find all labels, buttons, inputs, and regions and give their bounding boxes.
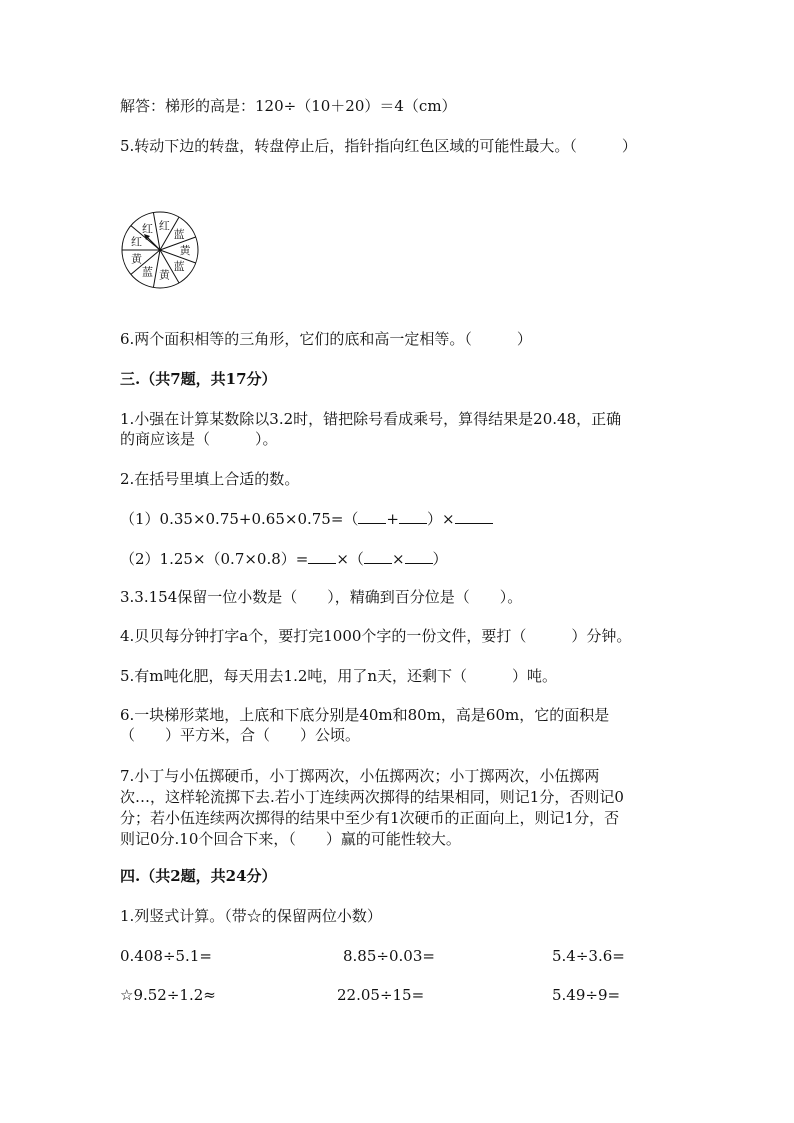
s3-question-3: 3.3.154保留一位小数是（ ），精确到百分位是（ ）。 — [120, 588, 523, 606]
blank[interactable] — [358, 509, 386, 524]
calc-2-3: 5.49÷9= — [552, 986, 621, 1004]
spinner-sector-label: 红 — [131, 235, 143, 249]
calc-2-1: ☆9.52÷1.2≈ — [120, 986, 216, 1004]
q2-2-close: ） — [432, 550, 448, 568]
blank[interactable] — [405, 549, 433, 564]
s3-question-7-line-1: 7.小丁与小伍掷硬币，小丁掷两次，小伍掷两次；小丁掷两次，小伍掷两 — [120, 767, 600, 785]
spinner-sector-label: 蓝 — [142, 265, 153, 279]
s3-question-1-line-2: 的商应该是（ ）。 — [120, 430, 278, 448]
s4-question-1: 1.列竖式计算。（带☆的保留两位小数） — [120, 907, 382, 925]
spinner-sector-label: 蓝 — [173, 260, 185, 274]
question-5: 5.转动下边的转盘，转盘停止后，指针指向红色区域的可能性最大。（ ） — [120, 137, 637, 155]
s3-question-5: 5.有m吨化肥，每天用去1.2吨，用了n天，还剩下（ ）吨。 — [120, 667, 558, 685]
calc-2-2: 22.05÷15= — [337, 986, 425, 1004]
q2-1-expr: （1）0.35×0.75+0.65×0.75=（ — [120, 510, 359, 528]
blank[interactable] — [455, 509, 493, 524]
blank[interactable] — [399, 509, 427, 524]
q2-2-times: × — [391, 550, 405, 568]
question-6: 6.两个面积相等的三角形，它们的底和高一定相等。（ ） — [120, 330, 532, 348]
spinner-wheel — [120, 210, 200, 290]
s3-question-7-line-2: 次…，这样轮流掷下去.若小丁连续两次掷得的结果相同，则记1分，否则记0 — [120, 788, 624, 806]
plus-sign: + — [386, 510, 399, 528]
blank[interactable] — [308, 549, 336, 564]
section-4-heading: 四.（共2题，共24分） — [120, 867, 277, 885]
s3-question-2: 2.在括号里填上合适的数。 — [120, 470, 300, 488]
answer-line: 解答：梯形的高是：120÷（10＋20）＝4（cm） — [120, 97, 457, 115]
s3-question-7-line-4: 则记0分.10个回合下来，（ ）赢的可能性较大。 — [120, 830, 461, 848]
s3-question-2-part-1 — [120, 509, 493, 530]
s3-question-7-line-3: 分；若小伍连续两次掷得的结果中至少有1次硬币的正面向上，则记1分，否 — [120, 809, 620, 827]
q2-1-times: ）× — [427, 510, 455, 528]
spinner-sector-label: 黄 — [158, 268, 170, 282]
s3-question-6-line-2: （ ）平方米，合（ ）公顷。 — [120, 726, 361, 744]
calc-1-3: 5.4÷3.6= — [552, 947, 625, 965]
section-3-heading: 三.（共7题，共17分） — [120, 370, 277, 388]
spinner-sector-label: 蓝 — [173, 227, 185, 241]
calc-1-1: 0.408÷5.1= — [120, 947, 212, 965]
s3-question-6-line-1: 6.一块梯形菜地，上底和下底分别是40m和80m，高是60m，它的面积是 — [120, 706, 610, 724]
spinner-sector-label: 黄 — [179, 244, 191, 257]
spinner-sector-label: 红 — [142, 222, 153, 236]
s3-question-4: 4.贝贝每分钟打字a个，要打完1000个字的一份文件，要打（ ）分钟。 — [120, 627, 632, 645]
s3-question-2-part-2 — [120, 549, 448, 570]
calc-1-2: 8.85÷0.03= — [343, 947, 435, 965]
q2-2-expr: （2）1.25×（0.7×0.8）= — [120, 550, 309, 568]
s3-question-1-line-1: 1.小强在计算某数除以3.2时，错把除号看成乘号，算得结果是20.48，正确 — [120, 410, 622, 428]
spinner-sector-label: 黄 — [131, 252, 143, 266]
q2-2-times-paren: ×（ — [336, 550, 364, 568]
blank[interactable] — [364, 549, 392, 564]
spinner-sector-label: 红 — [158, 219, 170, 233]
